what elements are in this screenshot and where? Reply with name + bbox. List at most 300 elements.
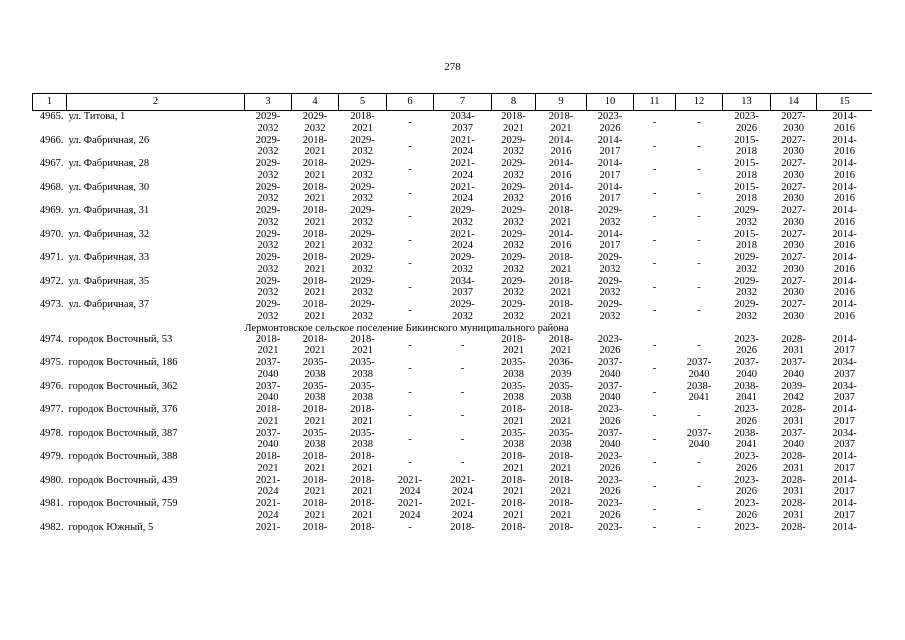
row-cell-col-6: 2021- 2024	[397, 498, 423, 521]
row-cell-col-10: 2029- 2032	[597, 299, 623, 322]
row-cell-col-4: 2018- 2021	[302, 275, 328, 298]
row-cell-col-3: 2037- 2040	[255, 427, 281, 450]
row-cell-col-11: -	[652, 305, 657, 316]
row-cell-col-10: 2014- 2017	[597, 181, 623, 204]
row-cell-col-13: 2015- 2018	[734, 228, 759, 251]
row-cell-col-12: -	[697, 480, 701, 492]
row-cell-col-4: 2035- 2038	[302, 357, 328, 380]
row-cell-col-8: 2035- 2038	[501, 357, 526, 380]
row-cell-col-11: -	[652, 164, 657, 175]
row-cell-col-15: 2034- 2037	[832, 357, 857, 380]
row-cell-col-15: 2014- 2017	[832, 498, 857, 521]
row-cell-col-10: 2014- 2017	[597, 158, 623, 181]
row-cell-col-5: 2029- 2032	[350, 228, 375, 251]
row-cell-col-3: 2029- 2032	[255, 205, 281, 228]
row-cell-col-7: -	[460, 363, 465, 374]
row-cell-col-10: 2023- 2026	[597, 404, 623, 427]
table-row	[33, 357, 873, 381]
row-address: ул. Титова, 1	[68, 111, 126, 122]
row-cell-col-5: 2035- 2038	[350, 380, 375, 403]
row-cell-col-4: 2029- 2032	[302, 111, 328, 134]
row-number: 4972.	[39, 275, 64, 287]
column-header-13: 13	[723, 94, 771, 111]
row-cell-col-6: -	[408, 140, 412, 152]
row-cell-col-10: 2023- 2026	[597, 111, 623, 134]
row-cell-col-12: -	[697, 164, 701, 175]
row-cell-col-5: 2029- 2032	[350, 252, 375, 275]
row-cell-col-8: 2029- 2032	[501, 181, 526, 204]
row-cell-col-13: 2023- 2026	[734, 111, 759, 134]
row-cell-col-15: 2014- 2017	[832, 451, 857, 474]
row-cell-col-15: 2014- 2016	[832, 111, 857, 134]
section-title: Лермонтовское сельское поселение Бикинского муниципального района	[244, 322, 569, 334]
row-cell-col-7: 2021- 2024	[450, 498, 475, 521]
column-header-3: 3	[245, 94, 292, 111]
row-cell-col-11: -	[652, 140, 657, 152]
row-cell-col-15: 2034- 2037	[832, 380, 857, 403]
row-cell-col-5: 2018-	[350, 521, 375, 533]
row-cell-col-10: 2023- 2026	[597, 498, 623, 521]
row-cell-col-14: 2028- 2031	[781, 474, 806, 497]
table-row	[33, 428, 873, 452]
row-cell-col-9: 2014- 2016	[548, 228, 574, 251]
row-cell-col-6: -	[408, 339, 412, 351]
row-cell-col-9: 2018- 2021	[548, 451, 574, 474]
row-cell-col-3: 2037- 2040	[255, 357, 281, 380]
row-cell-col-9: 2018- 2021	[548, 252, 574, 275]
row-cell-col-4: 2018- 2021	[302, 451, 328, 474]
row-cell-col-11: -	[652, 258, 657, 269]
page-number: 278	[444, 61, 461, 73]
row-address: ул. Фабричная, 28	[68, 158, 150, 169]
row-cell-col-14: 2028- 2031	[781, 498, 806, 521]
row-cell-col-7: -	[460, 339, 465, 351]
row-cell-col-5: 2035- 2038	[350, 357, 375, 380]
row-cell-col-9: 2018- 2021	[548, 333, 574, 356]
row-number: 4968.	[39, 181, 64, 193]
row-number: 4981.	[39, 498, 64, 509]
row-cell-col-8: 2029- 2032	[501, 205, 526, 228]
row-cell-col-6: -	[408, 433, 412, 445]
row-cell-col-10: 2023- 2026	[597, 474, 623, 497]
table-row	[33, 475, 873, 499]
row-cell-col-13: 2015- 2018	[734, 158, 759, 181]
row-cell-col-11: -	[652, 521, 657, 533]
column-header-8: 8	[492, 94, 536, 111]
row-cell-col-12: 2037- 2040	[686, 357, 712, 380]
row-cell-col-7: -	[460, 386, 465, 398]
row-cell-col-15: 2014- 2016	[832, 252, 857, 275]
row-cell-col-14: 2027- 2030	[781, 181, 806, 204]
row-cell-col-4: 2018- 2021	[302, 299, 328, 322]
row-cell-col-14: 2027- 2030	[781, 228, 806, 251]
row-cell-col-8: 2035- 2038	[501, 380, 526, 403]
row-cell-col-13: 2023- 2026	[734, 474, 759, 497]
row-cell-col-5: 2029- 2032	[350, 158, 375, 181]
row-cell-col-7: -	[460, 410, 465, 421]
row-cell-col-4: 2018- 2021	[302, 158, 328, 181]
row-cell-col-4: 2018-	[302, 521, 328, 533]
row-cell-col-7: 2029- 2032	[450, 252, 475, 275]
row-cell-col-13: 2038- 2041	[734, 380, 759, 403]
row-address: ул. Фабричная, 30	[68, 181, 150, 193]
row-cell-col-11: -	[652, 457, 657, 468]
row-cell-col-9: 2018-	[548, 521, 574, 533]
row-cell-col-4: 2035- 2038	[302, 427, 328, 450]
row-cell-col-13: 2015- 2018	[734, 134, 759, 157]
column-header-5: 5	[339, 94, 387, 111]
row-cell-col-5: 2029- 2032	[350, 181, 375, 204]
row-cell-col-11: -	[652, 410, 657, 421]
row-number: 4969.	[39, 205, 64, 216]
row-cell-col-13: 2038- 2041	[734, 427, 759, 450]
row-cell-col-4: 2018- 2021	[302, 252, 328, 275]
table-row	[33, 111, 873, 135]
row-number: 4974.	[39, 333, 64, 345]
row-cell-col-13: 2023- 2026	[734, 404, 759, 427]
table-row	[33, 522, 873, 546]
row-address: ул. Фабричная, 37	[68, 299, 150, 310]
row-cell-col-11: -	[652, 117, 657, 128]
row-cell-col-7: 2029- 2032	[450, 299, 475, 322]
column-header-10: 10	[587, 94, 634, 111]
row-number: 4977.	[39, 404, 64, 415]
row-cell-col-3: 2018- 2021	[255, 404, 281, 427]
table-row	[33, 276, 873, 300]
row-cell-col-6: -	[408, 410, 412, 421]
row-cell-col-5: 2018- 2021	[350, 111, 375, 134]
row-cell-col-4: 2035- 2038	[302, 380, 328, 403]
row-cell-col-7: 2021- 2024	[450, 181, 475, 204]
row-cell-col-6: -	[408, 211, 412, 222]
row-cell-col-6: -	[408, 258, 412, 269]
table-row	[33, 498, 873, 522]
table-row	[33, 252, 873, 276]
row-cell-col-7: 2021- 2024	[450, 474, 475, 497]
row-cell-col-5: 2029- 2032	[350, 299, 375, 322]
row-cell-col-14: 2037- 2040	[781, 357, 806, 380]
row-cell-col-7: 2021- 2024	[450, 228, 475, 251]
row-cell-col-3: 2029- 2032	[255, 181, 281, 204]
row-cell-col-6: -	[408, 457, 412, 468]
row-cell-col-12: -	[697, 258, 701, 269]
row-cell-col-8: 2018- 2021	[501, 111, 526, 134]
column-header-11: 11	[634, 94, 676, 111]
row-cell-col-6: -	[408, 305, 412, 316]
row-address: ул. Фабричная, 33	[68, 252, 150, 263]
row-cell-col-10: 2029- 2032	[597, 275, 623, 298]
row-cell-col-3: 2021-	[255, 521, 281, 533]
row-cell-col-7: 2034- 2037	[450, 275, 475, 298]
column-header-6: 6	[387, 94, 434, 111]
row-address: ул. Фабричная, 26	[68, 134, 150, 146]
row-cell-col-10: 2023-	[597, 521, 623, 533]
row-cell-col-6: -	[408, 234, 412, 246]
row-cell-col-11: -	[652, 363, 657, 374]
row-cell-col-9: 2035- 2038	[548, 427, 574, 450]
row-cell-col-15: 2014- 2016	[832, 275, 857, 298]
row-cell-col-8: 2035- 2038	[501, 427, 526, 450]
row-cell-col-13: 2023- 2026	[734, 498, 759, 521]
row-cell-col-12: -	[697, 504, 701, 515]
row-cell-col-13: 2023- 2026	[734, 333, 759, 356]
row-cell-col-6: -	[408, 521, 412, 533]
row-cell-col-8: 2029- 2032	[501, 299, 526, 322]
row-address: городок Южный, 5	[68, 521, 154, 533]
row-cell-col-14: 2027- 2030	[781, 275, 806, 298]
row-cell-col-11: -	[652, 234, 657, 246]
row-cell-col-6: 2021- 2024	[397, 474, 423, 497]
row-cell-col-13: 2023- 2026	[734, 451, 759, 474]
row-cell-col-11: -	[652, 281, 657, 293]
section-spacer	[33, 323, 245, 334]
table-row	[33, 334, 873, 358]
row-cell-col-15: 2014- 2017	[832, 333, 857, 356]
row-cell-col-10: 2037- 2040	[597, 380, 623, 403]
row-cell-col-8: 2029- 2032	[501, 158, 526, 181]
row-cell-col-9: 2018- 2021	[548, 111, 574, 134]
section-row	[33, 323, 873, 334]
row-cell-col-15: 2014- 2016	[832, 299, 857, 322]
row-cell-col-15: 2014- 2016	[832, 158, 857, 181]
row-number: 4979.	[39, 451, 64, 462]
row-cell-col-14: 2028- 2031	[781, 333, 806, 356]
row-cell-col-14: 2027- 2030	[781, 134, 806, 157]
row-cell-col-9: 2018- 2021	[548, 299, 574, 322]
row-cell-col-9: 2018- 2021	[548, 498, 574, 521]
row-cell-col-3: 2029- 2032	[255, 134, 281, 157]
row-cell-col-6: -	[408, 164, 412, 175]
table-row	[33, 381, 873, 405]
row-cell-col-11: -	[652, 187, 657, 199]
row-cell-col-13: 2015- 2018	[734, 181, 759, 204]
row-cell-col-8: 2018-	[501, 521, 526, 533]
row-address: городок Восточный, 362	[68, 380, 178, 392]
row-cell-col-15: 2014- 2016	[832, 205, 857, 228]
row-cell-col-3: 2037- 2040	[255, 380, 281, 403]
row-cell-col-9: 2036- 2039	[548, 357, 574, 380]
row-address: городок Восточный, 186	[68, 357, 178, 368]
row-cell-col-7: 2021- 2024	[450, 134, 475, 157]
table-row	[33, 404, 873, 428]
row-cell-col-5: 2018- 2021	[350, 498, 375, 521]
row-cell-col-4: 2018- 2021	[302, 134, 328, 157]
row-cell-col-12: -	[697, 339, 701, 351]
row-cell-col-10: 2023- 2026	[597, 333, 623, 356]
row-cell-col-12: -	[697, 521, 701, 533]
row-cell-col-4: 2018- 2021	[302, 205, 328, 228]
row-cell-col-11: -	[652, 211, 657, 222]
row-cell-col-5: 2029- 2032	[350, 275, 375, 298]
row-cell-col-15: 2014-	[832, 521, 857, 533]
column-header-14: 14	[771, 94, 817, 111]
row-cell-col-3: 2021- 2024	[255, 474, 281, 497]
row-cell-col-5: 2035- 2038	[350, 427, 375, 450]
row-cell-col-13: 2029- 2032	[734, 299, 759, 322]
row-cell-col-14: 2027- 2030	[781, 299, 806, 322]
row-number: 4976.	[39, 380, 64, 392]
row-address: ул. Фабричная, 35	[68, 275, 150, 287]
table-header	[33, 94, 873, 111]
row-cell-col-12: 2038- 2041	[686, 380, 712, 403]
row-cell-col-14: 2039- 2042	[781, 380, 806, 403]
row-cell-col-12: -	[697, 281, 701, 293]
row-cell-col-8: 2029- 2032	[501, 252, 526, 275]
row-cell-col-15: 2014- 2016	[832, 181, 857, 204]
row-cell-col-12: -	[697, 117, 701, 128]
row-cell-col-14: 2027- 2030	[781, 111, 806, 134]
row-cell-col-12: -	[697, 211, 701, 222]
row-cell-col-7: 2029- 2032	[450, 205, 475, 228]
row-cell-col-3: 2018- 2021	[255, 333, 281, 356]
row-number: 4980.	[39, 474, 64, 486]
row-cell-col-10: 2014- 2017	[597, 228, 623, 251]
row-address: городок Восточный, 376	[68, 404, 178, 415]
row-cell-col-10: 2014- 2017	[597, 134, 623, 157]
row-cell-col-7: -	[460, 457, 465, 468]
row-cell-col-7: 2018-	[450, 521, 475, 533]
schedule-table-container	[32, 93, 872, 623]
row-cell-col-14: 2028- 2031	[781, 451, 806, 474]
row-cell-col-14: 2027- 2030	[781, 158, 806, 181]
row-cell-col-13: 2029- 2032	[734, 252, 759, 275]
column-header-4: 4	[292, 94, 339, 111]
row-cell-col-6: -	[408, 187, 412, 199]
row-address: городок Восточный, 387	[68, 427, 178, 439]
row-cell-col-9: 2018- 2021	[548, 474, 574, 497]
row-number: 4978.	[39, 427, 64, 439]
table-body	[33, 111, 873, 546]
header-row	[33, 94, 873, 111]
row-cell-col-6: -	[408, 363, 412, 374]
row-cell-col-8: 2018- 2021	[501, 474, 526, 497]
row-cell-col-15: 2014- 2016	[832, 228, 857, 251]
row-cell-col-5: 2018- 2021	[350, 451, 375, 474]
row-number: 4970.	[39, 228, 64, 240]
row-cell-col-12: -	[697, 410, 701, 421]
row-cell-col-11: -	[652, 480, 657, 492]
row-cell-col-11: -	[652, 504, 657, 515]
table-row	[33, 158, 873, 182]
row-cell-col-7: -	[460, 433, 465, 445]
row-cell-col-10: 2037- 2040	[597, 427, 623, 450]
row-cell-col-11: -	[652, 386, 657, 398]
row-cell-col-4: 2018- 2021	[302, 498, 328, 521]
row-cell-col-13: 2029- 2032	[734, 205, 759, 228]
row-cell-col-3: 2018- 2021	[255, 451, 281, 474]
column-header-1: 1	[33, 94, 67, 111]
row-cell-col-15: 2014- 2016	[832, 134, 857, 157]
row-cell-col-9: 2014- 2016	[548, 181, 574, 204]
row-cell-col-5: 2018- 2021	[350, 404, 375, 427]
row-cell-col-9: 2014- 2016	[548, 134, 574, 157]
row-cell-col-8: 2018- 2021	[501, 451, 526, 474]
column-header-9: 9	[536, 94, 587, 111]
row-cell-col-9: 2035- 2038	[548, 380, 574, 403]
row-cell-col-14: 2028-	[781, 521, 806, 533]
table-row	[33, 135, 873, 159]
row-cell-col-11: -	[652, 339, 657, 351]
row-cell-col-12: -	[697, 457, 701, 468]
row-cell-col-3: 2029- 2032	[255, 228, 281, 251]
row-cell-col-14: 2027- 2030	[781, 252, 806, 275]
row-address: городок Восточный, 388	[68, 451, 178, 462]
column-header-15: 15	[817, 94, 873, 111]
row-cell-col-4: 2018- 2021	[302, 474, 328, 497]
row-cell-col-10: 2037- 2040	[597, 357, 623, 380]
row-cell-col-3: 2029- 2032	[255, 111, 281, 134]
column-header-2: 2	[67, 94, 245, 111]
row-cell-col-11: -	[652, 433, 657, 445]
row-number: 4966.	[39, 134, 64, 146]
row-address: ул. Фабричная, 31	[68, 205, 150, 216]
column-header-12: 12	[676, 94, 723, 111]
row-number: 4967.	[39, 158, 64, 169]
row-cell-col-12: -	[697, 140, 701, 152]
row-cell-col-5: 2029- 2032	[350, 205, 375, 228]
table-row	[33, 299, 873, 323]
row-cell-col-9: 2018- 2021	[548, 205, 574, 228]
row-cell-col-15: 2014- 2017	[832, 404, 857, 427]
row-cell-col-14: 2027- 2030	[781, 205, 806, 228]
table-row	[33, 205, 873, 229]
row-cell-col-8: 2018- 2021	[501, 333, 526, 356]
row-cell-col-9: 2018- 2021	[548, 275, 574, 298]
row-number: 4982.	[39, 521, 64, 533]
row-cell-col-10: 2023- 2026	[597, 451, 623, 474]
row-number: 4971.	[39, 252, 64, 263]
row-cell-col-8: 2018- 2021	[501, 404, 526, 427]
row-cell-col-3: 2021- 2024	[255, 498, 281, 521]
row-cell-col-12: 2037- 2040	[686, 427, 712, 450]
row-cell-col-7: 2034- 2037	[450, 111, 475, 134]
row-cell-col-13: 2023-	[734, 521, 759, 533]
row-cell-col-3: 2029- 2032	[255, 275, 281, 298]
row-cell-col-6: -	[408, 281, 412, 293]
row-cell-col-13: 2037- 2040	[734, 357, 759, 380]
row-cell-col-8: 2018- 2021	[501, 498, 526, 521]
row-cell-col-15: 2014- 2017	[832, 474, 857, 497]
row-cell-col-8: 2029- 2032	[501, 134, 526, 157]
schedule-table	[32, 93, 872, 545]
row-cell-col-14: 2037- 2040	[781, 427, 806, 450]
row-cell-col-12: -	[697, 305, 701, 316]
row-address: городок Восточный, 439	[68, 474, 178, 486]
row-address: городок Восточный, 53	[68, 333, 173, 345]
row-cell-col-4: 2018- 2021	[302, 333, 328, 356]
row-number: 4975.	[39, 357, 64, 368]
row-cell-col-4: 2018- 2021	[302, 404, 328, 427]
row-number: 4965.	[39, 111, 64, 122]
row-cell-col-3: 2029- 2032	[255, 299, 281, 322]
column-header-7: 7	[434, 94, 492, 111]
row-cell-col-6: -	[408, 386, 412, 398]
table-row	[33, 451, 873, 475]
row-cell-col-5: 2018- 2021	[350, 474, 375, 497]
row-cell-col-15: 2034- 2037	[832, 427, 857, 450]
row-cell-col-13: 2029- 2032	[734, 275, 759, 298]
row-cell-col-3: 2029- 2032	[255, 158, 281, 181]
table-row	[33, 229, 873, 253]
row-address: городок Восточный, 759	[68, 498, 178, 509]
row-cell-col-10: 2029- 2032	[597, 252, 623, 275]
row-cell-col-9: 2018- 2021	[548, 404, 574, 427]
row-address: ул. Фабричная, 32	[68, 228, 150, 240]
row-cell-col-12: -	[697, 187, 701, 199]
row-cell-col-7: 2021- 2024	[450, 158, 475, 181]
row-cell-col-3: 2029- 2032	[255, 252, 281, 275]
row-cell-col-10: 2029- 2032	[597, 205, 623, 228]
